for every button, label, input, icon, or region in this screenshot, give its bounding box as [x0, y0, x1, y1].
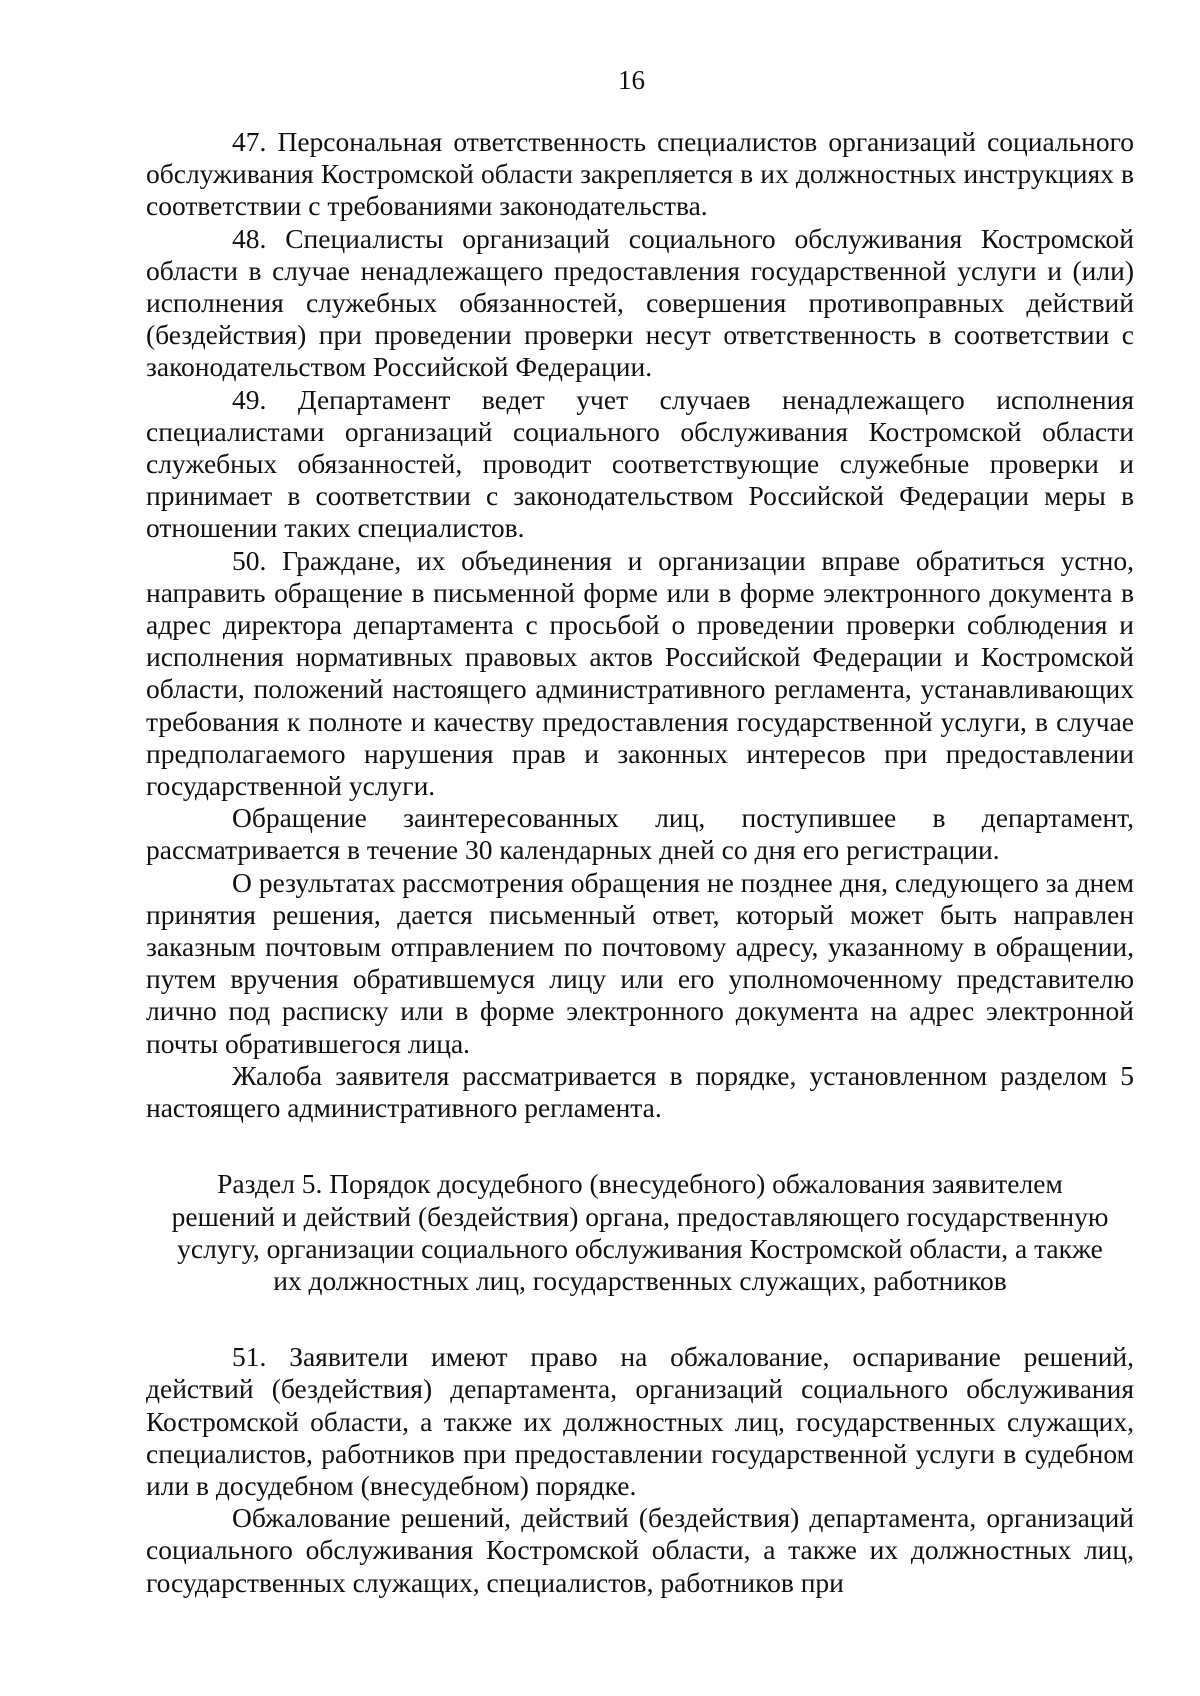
paragraph-51: 51. Заявители имеют право на обжалование, оспаривание решений, действий (бездействия) департамента, организаций социального обслуживания Костромской области, а также их должностных лиц, государственных служащих, специалистов, работников при предоставлении государственной услуги в судебном или в досудебном (внесудебном) порядке. [146, 1341, 1134, 1501]
paragraph-50-appeal-review: Обращение заинтересованных лиц, поступившее в департамент, рассматривается в течение 30 календарных дней со дня его регистрации. [146, 802, 1134, 866]
paragraph-48: 48. Специалисты организаций социального обслуживания Костромской области в случае ненадлежащего предоставления государственной услуги и (или) исполнения служебных обязанностей, совершения противоправных действий (бездействия) при проведении проверки несут ответственность в соответствии с законодательством Российской Федерации. [146, 222, 1134, 383]
section-heading-line: Раздел 5. Порядок досудебного (внесудебного) обжалования заявителем [217, 1168, 1063, 1200]
paragraph-50: 50. Граждане, их объединения и организации вправе обратиться устно, направить обращение в письменной форме или в форме электронного документа в адрес директора департамента с просьбой о проведении проверки соблюдения и исполнения нормативных правовых актов Российской Федерации и Костромской области, положений настоящего административного регламента, устанавливающих требования к полноте и качеству предоставления государственной услуги, в случае предполагаемого нарушения прав и законных интересов при предоставлении государственной услуги. [146, 544, 1134, 802]
spacer [146, 1297, 1134, 1341]
section-heading-line: решений и действий (бездействия) органа, предоставляющего государственную [171, 1200, 1109, 1232]
paragraph-51-appeal: Обжалование решений, действий (бездействия) департамента, организаций социального обслуживания Костромской области, а также их должностных лиц, государственных служащих, специалистов, работников при [146, 1502, 1134, 1598]
section-heading-line: их должностных лиц, государственных служащих, работников [273, 1264, 1007, 1296]
paragraph-50-complaint: Жалоба заявителя рассматривается в порядке, установленном разделом 5 настоящего административного регламента. [146, 1059, 1134, 1124]
paragraph-49: 49. Департамент ведет учет случаев ненадлежащего исполнения специалистами организаций социального обслуживания Костромской области служебных обязанностей, проводит соответствующие служебные проверки и принимает в соответствии с законодательством Российской Федерации меры в отношении таких специалистов. [146, 383, 1134, 544]
paragraph-50-response: О результатах рассмотрения обращения не позднее дня, следующего за днем принятия решения, дается письменный ответ, который может быть направлен заказным почтовым отправлением по почтовому адресу, указанному в обращении, путем вручения обратившемуся лицу или его уполномоченному представителю лично под расписку или в форме электронного документа на адрес электронной почты обратившегося лица. [146, 866, 1134, 1059]
paragraph-47: 47. Персональная ответственность специалистов организаций социального обслуживания Костромской области закрепляется в их должностных инструкциях в соответствии с требованиями законодательства. [146, 126, 1134, 222]
section-5-heading [146, 1168, 1134, 1297]
document-body [146, 126, 1134, 1599]
page-number: 16 [618, 65, 645, 95]
spacer [146, 1124, 1134, 1168]
section-heading-line: услугу, организации социального обслуживания Костромской области, а также [177, 1232, 1103, 1264]
